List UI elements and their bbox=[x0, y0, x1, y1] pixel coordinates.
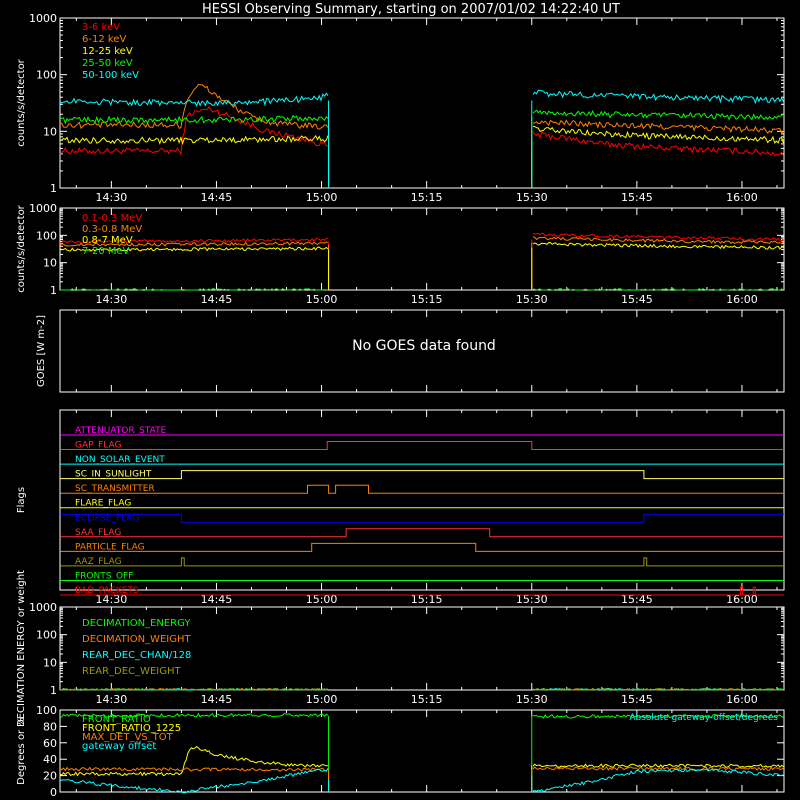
legend-entry: 0.8-7 MeV bbox=[82, 235, 133, 246]
panel-annotation: Absolute gateway-offset/degrees bbox=[629, 713, 778, 723]
y-tick-label: 10 bbox=[43, 125, 57, 139]
x-tick-label: 14:45 bbox=[200, 593, 233, 606]
flag-label: AAZ_FLAG bbox=[75, 556, 122, 567]
legend-entry: 0.1-0.3 MeV bbox=[82, 213, 143, 224]
x-tick-label: 14:45 bbox=[200, 191, 233, 204]
flag-label: ECLIPSE_FLAG bbox=[75, 513, 140, 524]
y-tick-label: 10 bbox=[43, 656, 57, 670]
x-tick-label: 16:00 bbox=[726, 593, 758, 606]
x-tick-label: 15:00 bbox=[305, 693, 338, 706]
y-tick-label: 40 bbox=[43, 753, 57, 767]
y-axis-title: counts/s/detector bbox=[16, 205, 27, 293]
x-tick-label: 15:45 bbox=[621, 191, 653, 204]
x-tick-label: 15:15 bbox=[410, 693, 443, 706]
legend-entry: FRONT_RATIO_1225 bbox=[82, 723, 182, 734]
legend-entry: DECIMATION_WEIGHT bbox=[82, 634, 191, 645]
legend-entry: gateway offset bbox=[82, 741, 157, 752]
x-tick-label: 15:00 bbox=[305, 593, 338, 606]
x-tick-label: 15:15 bbox=[410, 191, 443, 204]
x-tick-label: 14:30 bbox=[95, 593, 128, 606]
x-tick-label: 16:00 bbox=[726, 693, 758, 706]
y-axis-title: counts/s/detector bbox=[16, 59, 27, 147]
y-axis-title: GOES [W m-2] bbox=[36, 314, 47, 388]
x-tick-label: 15:30 bbox=[515, 191, 548, 204]
y-axis-title: DECIMATION ENERGY or weight bbox=[16, 570, 27, 727]
legend-entry: 7-20 MeV bbox=[82, 246, 130, 257]
x-tick-label: 15:00 bbox=[305, 293, 338, 306]
x-tick-label: 15:30 bbox=[515, 293, 548, 306]
y-tick-label: 1000 bbox=[29, 12, 57, 25]
x-tick-label: 14:30 bbox=[95, 191, 128, 204]
x-tick-label: 15:15 bbox=[410, 593, 443, 606]
y-tick-label: 20 bbox=[43, 769, 57, 783]
flag-label: GAP_FLAG bbox=[75, 440, 122, 451]
y-tick-label: 1000 bbox=[29, 202, 57, 215]
y-tick-label: 1 bbox=[50, 684, 57, 697]
x-tick-label: 14:45 bbox=[200, 693, 233, 706]
y-axis-title: Flags bbox=[16, 486, 27, 514]
x-tick-label: 15:30 bbox=[515, 693, 548, 706]
legend-entry: DECIMATION_ENERGY bbox=[82, 618, 191, 629]
y-tick-label: 80 bbox=[43, 720, 57, 734]
x-tick-label: 14:30 bbox=[95, 293, 128, 306]
legend-entry: 25-50 keV bbox=[82, 58, 133, 69]
legend-entry: MAX_DET_VS_TOT bbox=[82, 732, 173, 743]
y-tick-label: 1 bbox=[50, 284, 57, 297]
x-tick-label: 15:30 bbox=[515, 593, 548, 606]
y-tick-label: 60 bbox=[43, 736, 57, 750]
flag-label: SC_TRANSMITTER bbox=[75, 484, 155, 495]
legend-entry: 50-100 keV bbox=[82, 70, 140, 81]
y-tick-label: 10 bbox=[43, 256, 57, 270]
y-tick-label: 100 bbox=[36, 704, 57, 717]
x-tick-label: 15:00 bbox=[305, 191, 338, 204]
y-tick-label: 1 bbox=[50, 182, 57, 195]
legend-entry: 12-25 keV bbox=[82, 46, 133, 57]
figure-title: HESSI Observing Summary, starting on 2007/01/02 14:22:40 UT bbox=[202, 2, 620, 17]
flag-label: SAA_FLAG bbox=[75, 527, 122, 538]
legend-entry: REAR_DEC_WEIGHT bbox=[82, 666, 181, 677]
legend-entry: 6-12 keV bbox=[82, 34, 127, 45]
flag-label: SC_IN_SUNLIGHT bbox=[75, 469, 152, 480]
flag-label: FLARE_FLAG bbox=[75, 498, 132, 509]
x-tick-label: 15:15 bbox=[410, 293, 443, 306]
goes-message: No GOES data found bbox=[352, 338, 496, 354]
legend-entry: 0.3-0.8 MeV bbox=[82, 224, 143, 235]
flag-label: FRONTS_OFF bbox=[75, 571, 134, 582]
x-tick-label: 15:45 bbox=[621, 293, 653, 306]
x-tick-label: 16:00 bbox=[726, 191, 758, 204]
y-tick-label: 0 bbox=[50, 786, 57, 799]
x-tick-label: 14:45 bbox=[200, 293, 233, 306]
y-tick-label: 1000 bbox=[29, 601, 57, 614]
x-tick-label: 16:00 bbox=[726, 293, 758, 306]
x-tick-label: 15:45 bbox=[621, 593, 653, 606]
x-tick-label: 14:30 bbox=[95, 693, 128, 706]
legend-entry: 3-6 keV bbox=[82, 22, 120, 33]
flag-label: PARTICLE_FLAG bbox=[75, 542, 145, 553]
y-tick-label: 100 bbox=[36, 68, 57, 82]
legend-entry: REAR_DEC_CHAN/128 bbox=[82, 650, 192, 661]
x-tick-label: 15:45 bbox=[621, 693, 653, 706]
flag-label: BAD_PACKETS bbox=[75, 586, 139, 596]
y-tick-label: 100 bbox=[36, 229, 57, 243]
y-tick-label: 100 bbox=[36, 628, 57, 642]
legend-entry: FRONT_RATIO bbox=[82, 714, 151, 725]
flag-label: NON_SOLAR_EVENT bbox=[75, 455, 165, 466]
flag-label: ATTENUATOR_STATE bbox=[75, 426, 167, 436]
y-axis-title: Degrees or % bbox=[16, 717, 27, 785]
